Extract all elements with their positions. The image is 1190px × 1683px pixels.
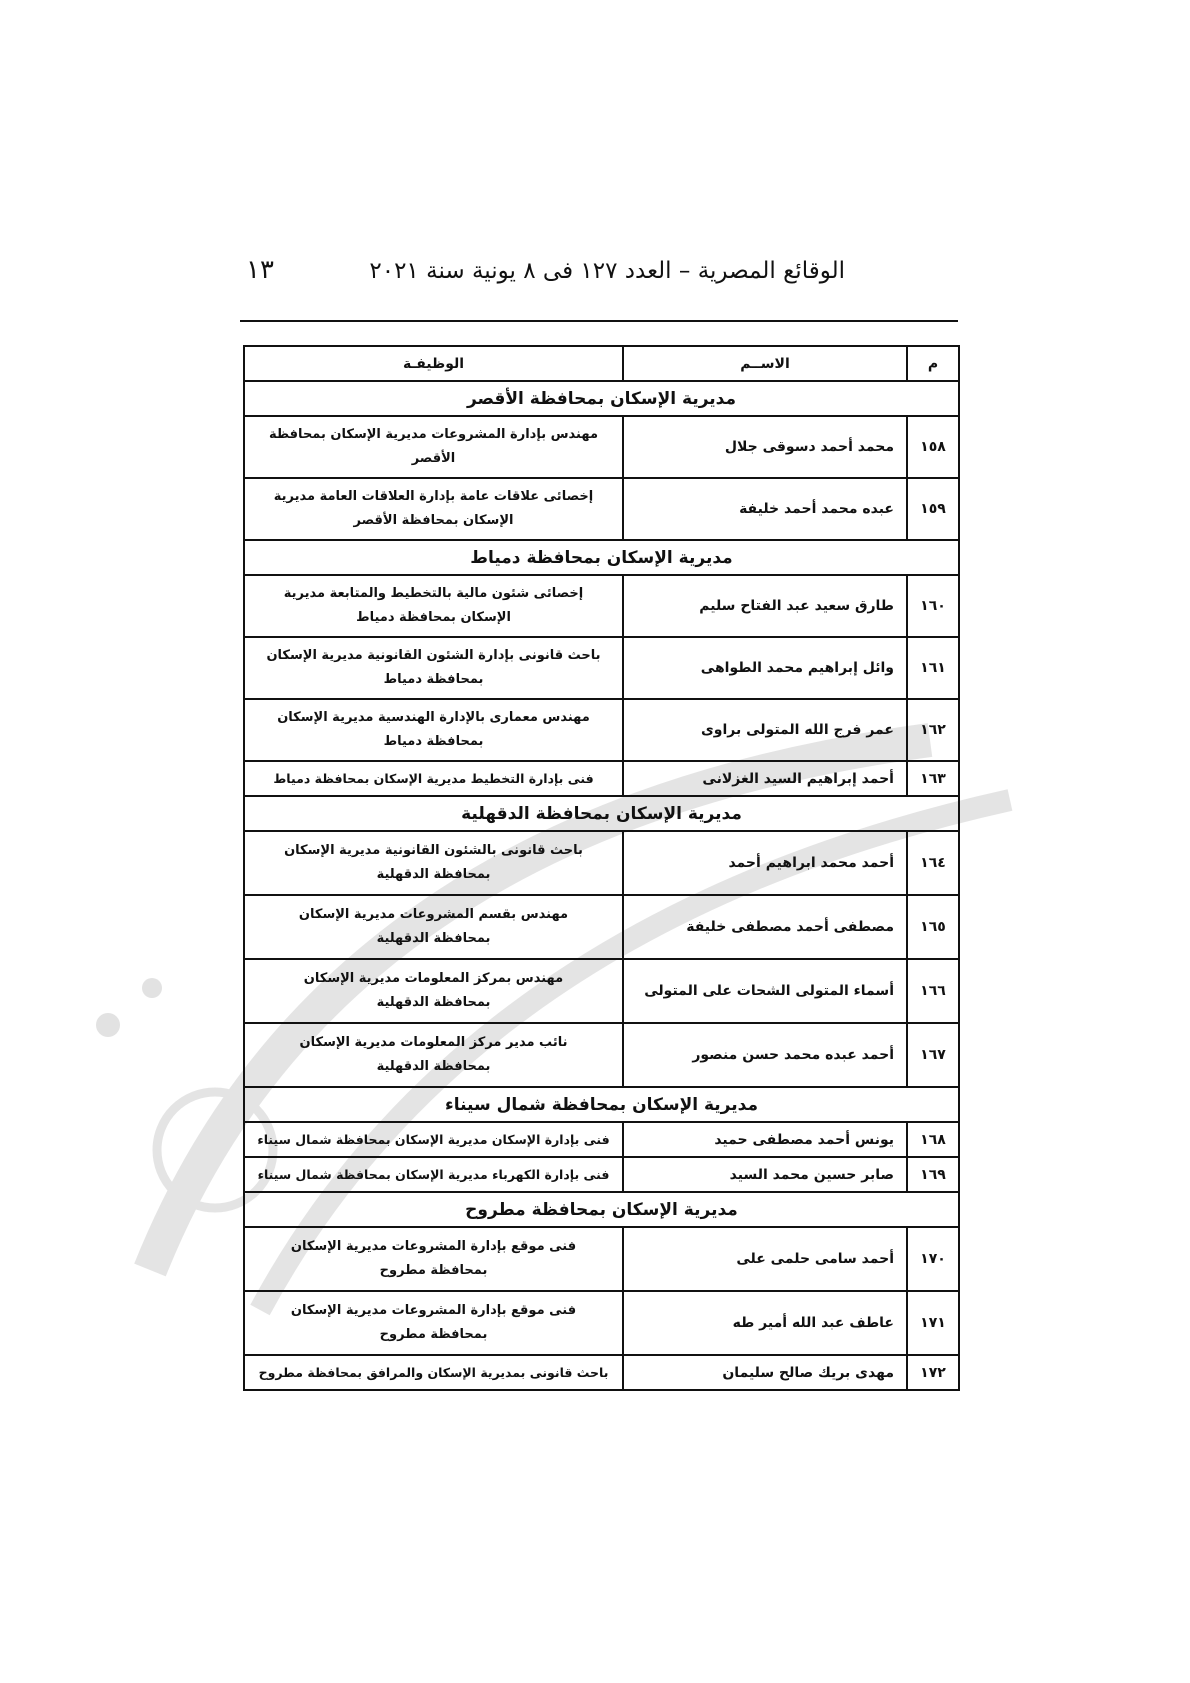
- job-title: مهندس بإدارة المشروعات مديرية الإسكان بمحافظة الأقصر: [244, 416, 623, 478]
- row-number: ١٦٦: [907, 959, 959, 1023]
- section-title: مديرية الإسكان بمحافظة دمياط: [244, 540, 959, 575]
- table-row: [244, 575, 959, 637]
- employee-name: يونس أحمد مصطفى حميد: [623, 1122, 907, 1157]
- employee-name: طارق سعيد عبد الفتاح سليم: [623, 575, 907, 637]
- table-row: [244, 1122, 959, 1157]
- row-number: ١٥٩: [907, 478, 959, 540]
- table-row: [244, 1291, 959, 1355]
- employee-name: وائل إبراهيم محمد الطواهى: [623, 637, 907, 699]
- row-number: ١٧٢: [907, 1355, 959, 1390]
- section-title: مديرية الإسكان بمحافظة الدقهلية: [244, 796, 959, 831]
- section-header-row: [244, 1087, 959, 1122]
- employee-name: أحمد عبده محمد حسن منصور: [623, 1023, 907, 1087]
- row-number: ١٦٤: [907, 831, 959, 895]
- table-row: [244, 959, 959, 1023]
- job-title: نائب مدير مركز المعلومات مديرية الإسكان بمحافظة الدقهلية: [244, 1023, 623, 1087]
- job-title: فنى موقع بإدارة المشروعات مديرية الإسكان بمحافظة مطروح: [244, 1291, 623, 1355]
- table-row: [244, 761, 959, 796]
- row-number: ١٦٢: [907, 699, 959, 761]
- job-title: إخصائى علاقات عامة بإدارة العلاقات العامة مديرية الإسكان بمحافظة الأقصر: [244, 478, 623, 540]
- row-number: ١٥٨: [907, 416, 959, 478]
- section-header-row: [244, 796, 959, 831]
- column-header-job: الوظيفـة: [244, 346, 623, 381]
- row-number: ١٦١: [907, 637, 959, 699]
- section-header-row: [244, 1192, 959, 1227]
- table-row: [244, 895, 959, 959]
- table-row: [244, 416, 959, 478]
- section-title: مديرية الإسكان بمحافظة مطروح: [244, 1192, 959, 1227]
- table-row: [244, 1157, 959, 1192]
- row-number: ١٦٩: [907, 1157, 959, 1192]
- employee-name: أسماء المتولى الشحات على المتولى: [623, 959, 907, 1023]
- section-title: مديرية الإسكان بمحافظة شمال سيناء: [244, 1087, 959, 1122]
- employee-name: أحمد محمد ابراهيم أحمد: [623, 831, 907, 895]
- job-title: مهندس بقسم المشروعات مديرية الإسكان بمحافظة الدقهلية: [244, 895, 623, 959]
- section-header-row: [244, 381, 959, 416]
- job-title: فنى بإدارة الكهرباء مديرية الإسكان بمحافظة شمال سيناء: [244, 1157, 623, 1192]
- gazette-header-title: الوقائع المصرية – العدد ١٢٧ فى ٨ يونية سنة ٢٠٢١: [369, 258, 845, 284]
- table-row: [244, 1355, 959, 1390]
- table-row: [244, 1023, 959, 1087]
- section-header-row: [244, 540, 959, 575]
- job-title: باحث قانونى بالشئون القانونية مديرية الإسكان بمحافظة الدقهلية: [244, 831, 623, 895]
- row-number: ١٧٠: [907, 1227, 959, 1291]
- job-title: فنى موقع بإدارة المشروعات مديرية الإسكان بمحافظة مطروح: [244, 1227, 623, 1291]
- employee-name: محمد أحمد دسوقى جلال: [623, 416, 907, 478]
- page-number: ١٣: [246, 255, 274, 285]
- column-header-number: م: [907, 346, 959, 381]
- employee-name: عاطف عبد الله أمير طه: [623, 1291, 907, 1355]
- header-divider: [240, 320, 958, 322]
- table-row: [244, 637, 959, 699]
- employee-name: أحمد سامى حلمى على: [623, 1227, 907, 1291]
- employee-name: مصطفى أحمد مصطفى خليفة: [623, 895, 907, 959]
- row-number: ١٦٣: [907, 761, 959, 796]
- row-number: ١٦٨: [907, 1122, 959, 1157]
- table-row: [244, 831, 959, 895]
- job-title: باحث قانونى بإدارة الشئون القانونية مديرية الإسكان بمحافظة دمياط: [244, 637, 623, 699]
- employee-name: عبده محمد أحمد خليفة: [623, 478, 907, 540]
- job-title: باحث قانونى بمديرية الإسكان والمرافق بمحافظة مطروح: [244, 1355, 623, 1390]
- row-number: ١٦٧: [907, 1023, 959, 1087]
- row-number: ١٦٥: [907, 895, 959, 959]
- employees-table: [243, 345, 960, 1391]
- job-title: إخصائى شئون مالية بالتخطيط والمتابعة مديرية الإسكان بمحافظة دمياط: [244, 575, 623, 637]
- job-title: فنى بإدارة الإسكان مديرية الإسكان بمحافظة شمال سيناء: [244, 1122, 623, 1157]
- job-title: مهندس معمارى بالإدارة الهندسية مديرية الإسكان بمحافظة دمياط: [244, 699, 623, 761]
- employee-name: صابر حسين محمد السيد: [623, 1157, 907, 1192]
- row-number: ١٦٠: [907, 575, 959, 637]
- table-row: [244, 478, 959, 540]
- job-title: مهندس بمركز المعلومات مديرية الإسكان بمحافظة الدقهلية: [244, 959, 623, 1023]
- employee-name: أحمد إبراهيم السيد الغزلانى: [623, 761, 907, 796]
- row-number: ١٧١: [907, 1291, 959, 1355]
- job-title: فنى بإدارة التخطيط مديرية الإسكان بمحافظة دمياط: [244, 761, 623, 796]
- table-row: [244, 699, 959, 761]
- column-header-name: الاســم: [623, 346, 907, 381]
- section-title: مديرية الإسكان بمحافظة الأقصر: [244, 381, 959, 416]
- table-header-row: [244, 346, 959, 381]
- employee-name: عمر فرج الله المتولى براوى: [623, 699, 907, 761]
- table-row: [244, 1227, 959, 1291]
- employee-name: مهدى بريك صالح سليمان: [623, 1355, 907, 1390]
